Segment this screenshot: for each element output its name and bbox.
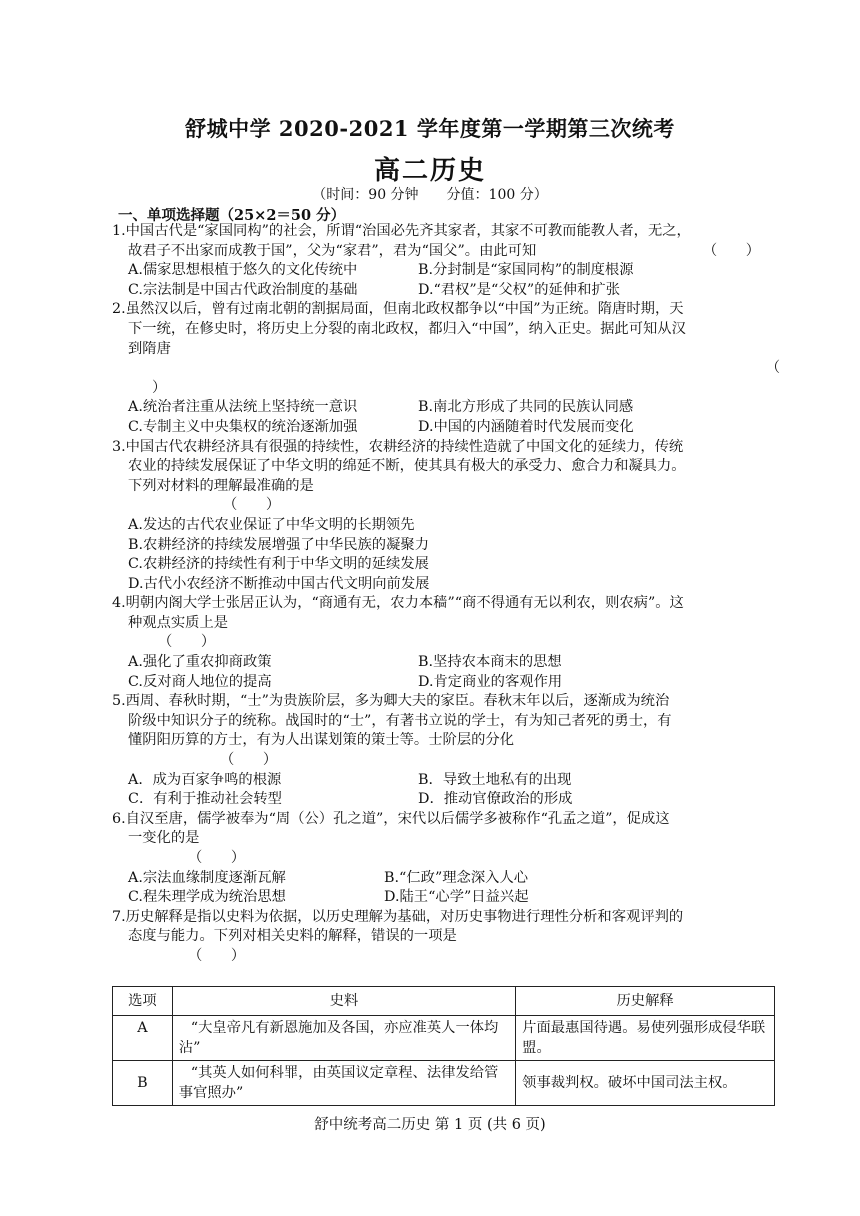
question-stem-line — [128, 242, 760, 262]
questions-area — [112, 222, 780, 967]
option-a: A．成为百家争鸣的根源 — [128, 771, 282, 788]
option-b: B.分封制是“家国同构”的制度根源 — [418, 262, 634, 279]
option-d: D.中国的内涵随着时代发展而变化 — [418, 418, 634, 435]
option-d: D.“君权”是“父权”的延伸和扩张 — [418, 281, 620, 298]
option-c: C.反对商人地位的提高 — [128, 673, 272, 690]
options — [128, 261, 760, 300]
question-stem-line: 下列对材料的理解最准确的是 — [128, 477, 314, 494]
question-stem-line: 3.中国古代农耕经济具有很强的持续性，农耕经济的持续性造就了中国文化的延续力，传统 — [112, 438, 684, 455]
options — [128, 398, 760, 437]
section-title: 一、单项选择题（25×2＝50 分） — [118, 207, 346, 224]
answer-paren: （ ） — [188, 947, 246, 964]
option-c: C.宗法制是中国古代政治制度的基础 — [128, 281, 358, 298]
answer-paren: （ ） — [158, 634, 216, 651]
option-d: D.陆王“心学”日益兴起 — [384, 889, 529, 906]
option-b: B.“仁政”理念深入人心 — [384, 869, 529, 886]
options — [128, 869, 760, 908]
option-b: B.南北方形成了共同的民族认同感 — [418, 399, 634, 416]
option-a: A.统治者注重从法统上坚持统一意识 — [128, 399, 358, 416]
answer-paren-close: ） — [152, 379, 167, 396]
table-header: 选项 — [113, 987, 173, 1016]
answer-paren: （ ） — [223, 497, 281, 514]
question-5 — [112, 692, 760, 810]
table-cell-explanation: 片面最惠国待遇。易使列强形成侵华联盟。 — [516, 1016, 775, 1061]
table-row — [113, 1016, 775, 1061]
history-table — [112, 986, 775, 1106]
question-4 — [112, 594, 760, 692]
subject-title: 高二历史 — [373, 156, 486, 186]
option-b: B.农耕经济的持续发展增强了中华民族的凝聚力 — [128, 536, 429, 553]
question-3 — [112, 438, 760, 595]
question-stem-line: 4.明朝内阁大学士张居正认为，“商通有无，农力本穑”“商不得通有无以利农，则农病”。这 — [112, 595, 684, 612]
question-stem-text: 故君子不出家而成教于国”，父为“家君”，君为“国父”。由此可知 — [128, 242, 537, 259]
option-c: C.专制主义中央集权的统治逐渐加强 — [128, 418, 358, 435]
option-b: B.坚持农本商末的思想 — [418, 654, 562, 671]
question-stem-line: 懂阴阳历算的方士，有为人出谋划策的策士等。士阶层的分化 — [128, 732, 515, 749]
question-stem-line: 2.虽然汉以后，曾有过南北朝的割据局面，但南北政权都争以“中国”为正统。隋唐时期，天 — [112, 301, 684, 318]
question-stem-line: 态度与能力。下列对相关史料的解释，错误的一项是 — [128, 928, 457, 945]
table-cell-option: A — [113, 1016, 173, 1061]
answer-paren: （ ） — [188, 850, 246, 866]
table-cell-source: “大皇帝凡有新恩施加及各国，亦应准英人一体均沾” — [172, 1016, 515, 1061]
question-stem-line: 7.历史解释是指以史料为依据，以历史理解为基础，对历史事物进行理性分析和客观评判的 — [112, 908, 684, 925]
exam-title: 舒城中学 2020-2021 学年度第一学期第三次统考 — [185, 116, 675, 141]
question-2 — [112, 300, 780, 437]
question-stem-line: 6.自汉至唐，儒学被奉为“周（公）孔之道”，宋代以后儒学多被称作“孔孟之道”，促成这 — [112, 810, 670, 827]
table-header: 史料 — [172, 987, 515, 1016]
table-header-row — [113, 987, 775, 1016]
question-stem-line: 种观点实质上是 — [128, 614, 229, 631]
question-stem-line: 下一统，在修史时，将历史上分裂的南北政权，都归入“中国”，纳入正史。据此可知从汉 — [128, 320, 686, 337]
question-6 — [112, 810, 760, 908]
option-c: C．有利于推动社会转型 — [128, 791, 282, 808]
answer-paren: （ ） — [220, 752, 278, 769]
question-stem-line: 5.西周、春秋时期，“士”为贵族阶层，多为卿大夫的家臣。春秋末年以后，逐渐成为统治 — [112, 693, 670, 710]
option-a: A.宗法血缘制度逐渐瓦解 — [128, 869, 286, 886]
exam-meta: （时间：90 分钟 分值：100 分） — [312, 187, 548, 203]
table-cell-source: “其英人如何科罪，由英国议定章程、法律发给管事官照办” — [172, 1061, 515, 1106]
option-b: B．导致土地私有的出现 — [418, 771, 572, 788]
answer-paren-open: （ — [765, 360, 780, 377]
options — [128, 653, 760, 692]
question-7 — [112, 908, 760, 967]
option-a: A.儒家思想根植于悠久的文化传统中 — [128, 262, 358, 279]
option-c: C.程朱理学成为统治思想 — [128, 889, 286, 906]
option-c: C.农耕经济的持续性有利于中华文明的延续发展 — [128, 556, 429, 573]
table-header: 历史解释 — [516, 987, 775, 1016]
question-stem-line: 一变化的是 — [128, 830, 200, 847]
table-cell-explanation: 领事裁判权。破坏中国司法主权。 — [516, 1061, 775, 1106]
option-d: D.古代小农经济不断推动中国古代文明向前发展 — [128, 575, 430, 592]
question-1 — [112, 222, 760, 300]
option-d: D．推动官僚政治的形成 — [418, 791, 573, 808]
question-stem-line: 1.中国古代是“家国同构”的社会，所谓“治国必先齐其家者，其家不可教而能教人者，无之， — [112, 223, 691, 239]
table-cell-option: B — [113, 1061, 173, 1106]
question-blank-line — [128, 359, 760, 379]
option-a: A.强化了重农抑商政策 — [128, 654, 272, 671]
option-d: D.肯定商业的客观作用 — [418, 673, 563, 690]
question-stem-line: 阶级中知识分子的统称。战国时的“士”，有著书立说的学士，有为知己者死的勇士，有 — [128, 712, 672, 729]
option-a: A.发达的古代农业保证了中华文明的长期领先 — [128, 516, 415, 533]
table-row — [113, 1061, 775, 1106]
page-footer: 舒中统考高二历史 第 1 页 (共 6 页) — [314, 1117, 546, 1133]
question-stem-line: 农业的持续发展保证了中华文明的绵延不断，使其具有极大的承受力、愈合力和凝具力。 — [128, 458, 686, 475]
question-stem-line: 到隋唐 — [128, 340, 171, 357]
options — [128, 516, 760, 594]
options — [128, 771, 760, 810]
answer-paren: （ ） — [702, 242, 760, 259]
